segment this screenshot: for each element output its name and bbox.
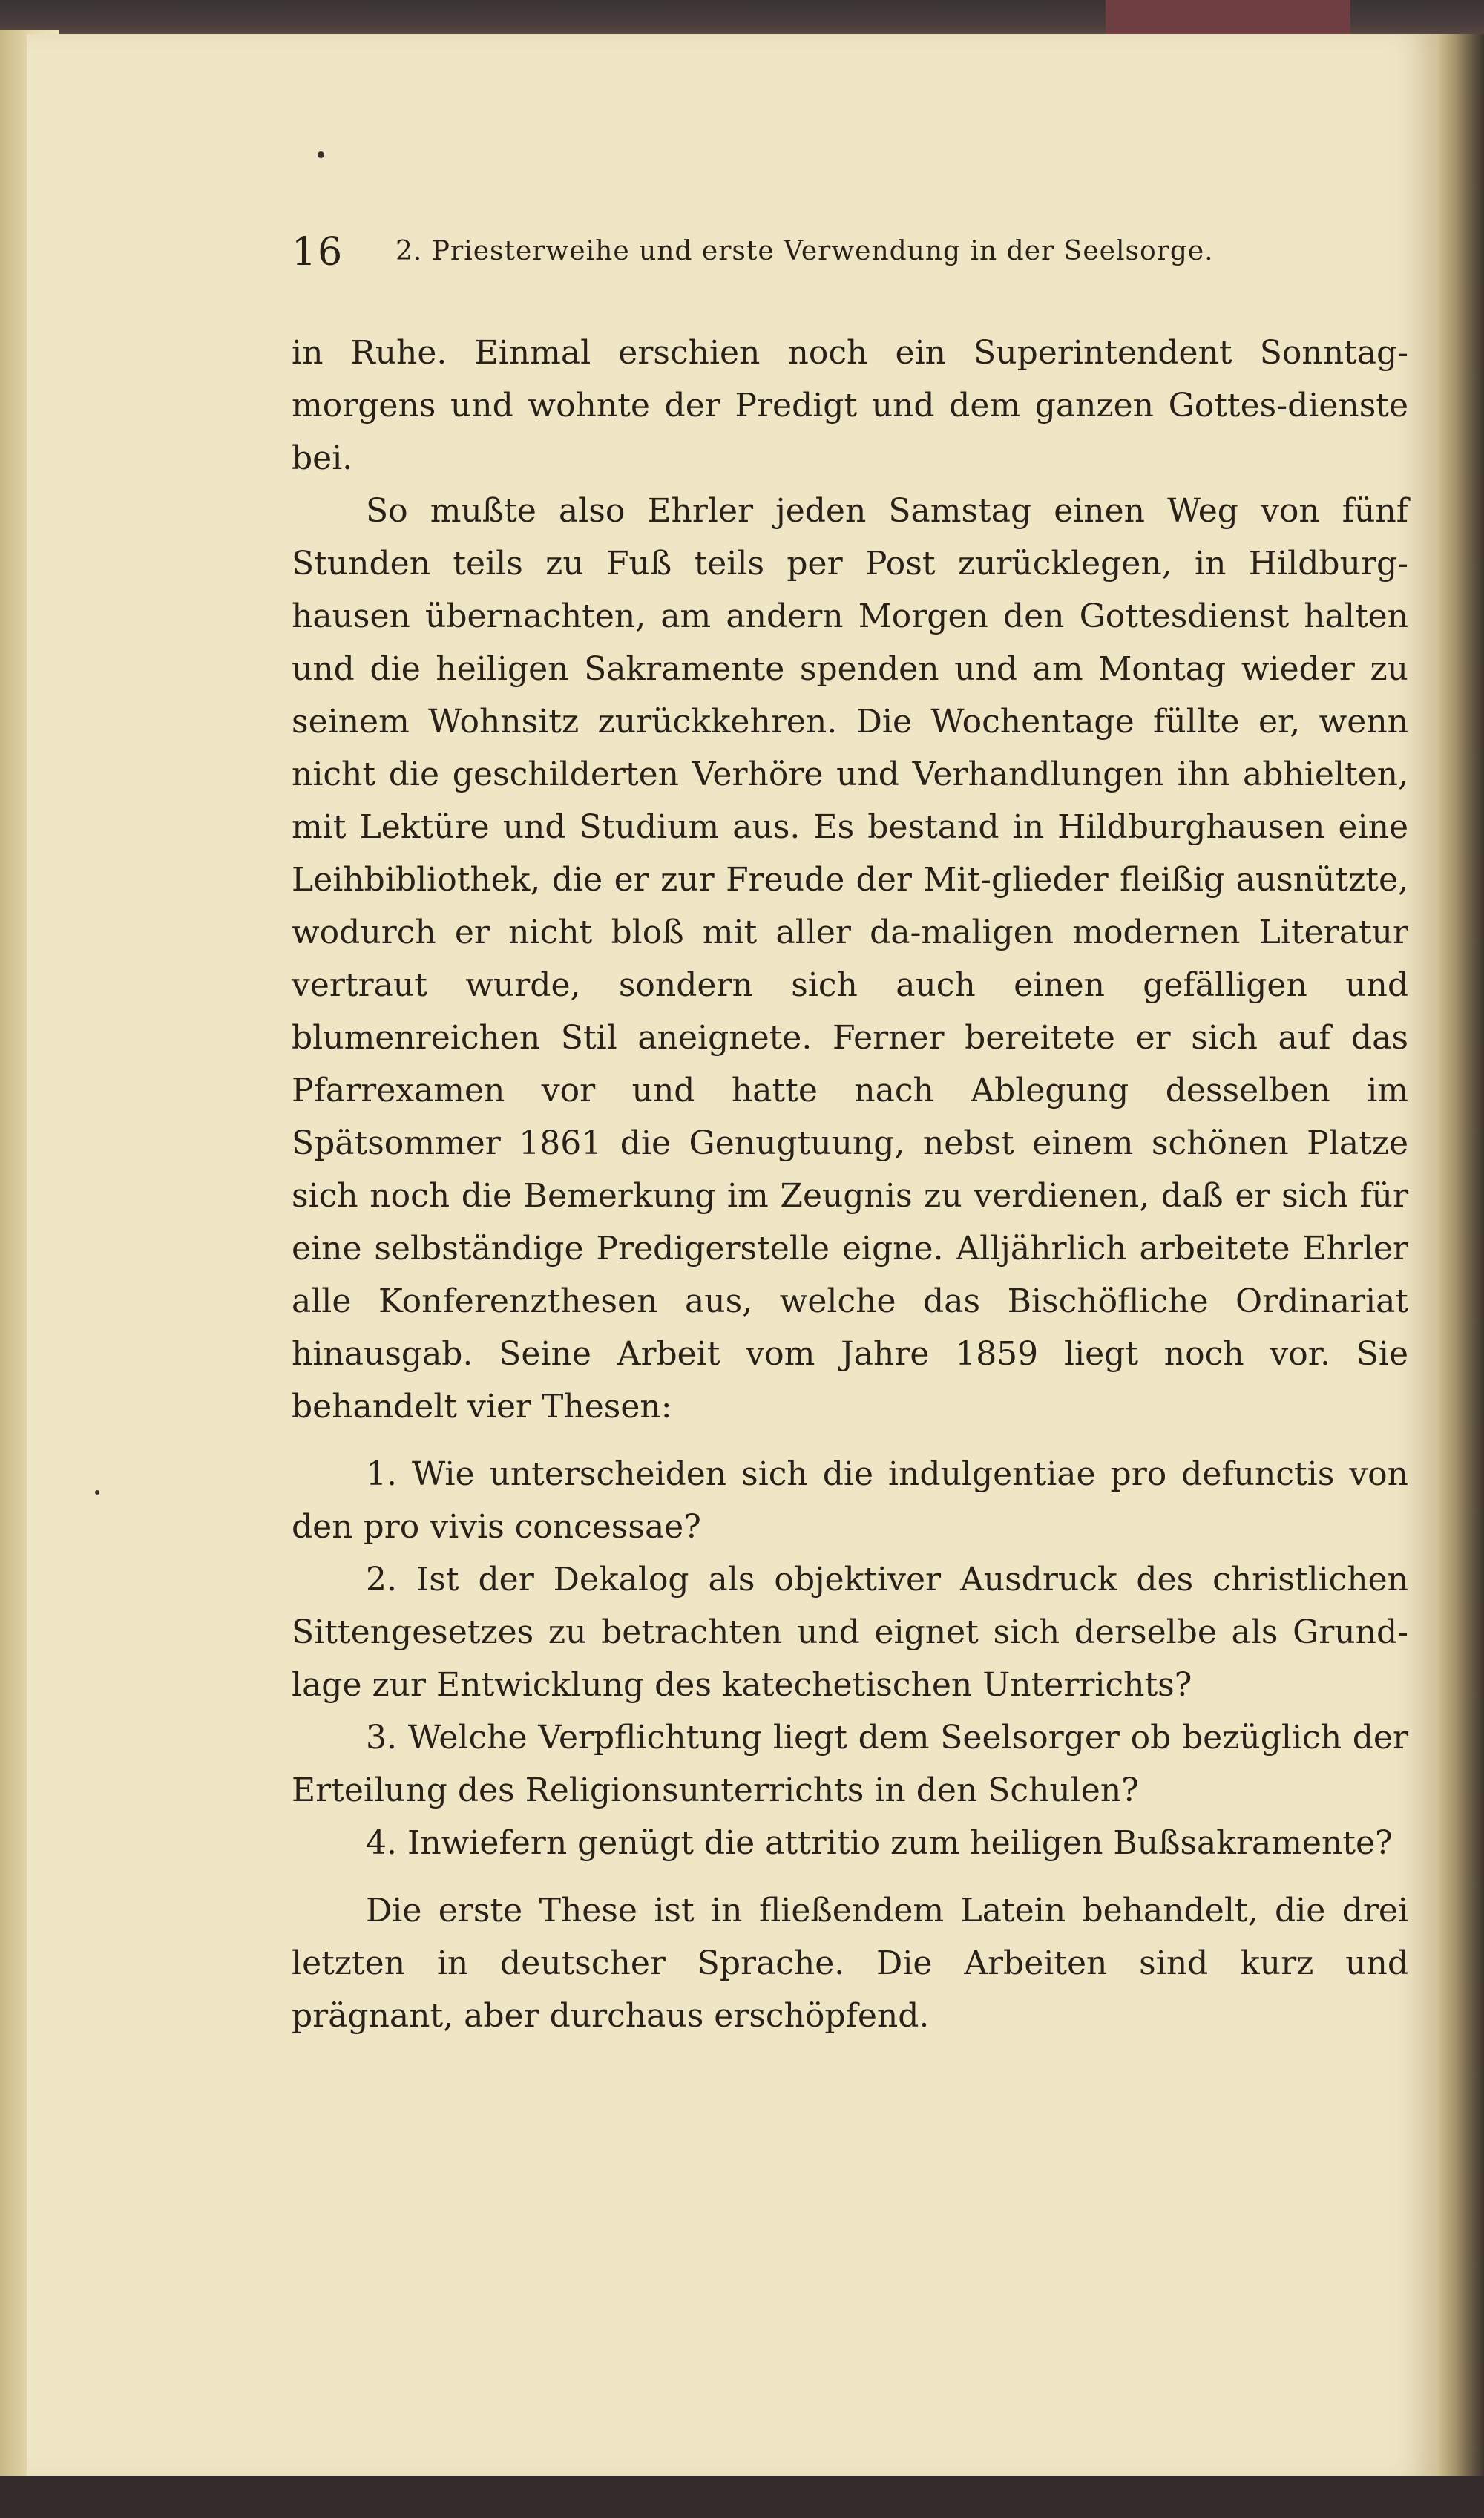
- thesis-item-1: 1. Wie unterscheiden sich die indulgentiae pro defunctis von den pro vivis concessae?: [292, 1455, 1408, 1546]
- ink-speck: [95, 1490, 99, 1495]
- thesis-list: [292, 1448, 1408, 1869]
- book-bottom-edge: [0, 2476, 1484, 2518]
- book-top-edge: [0, 0, 1484, 39]
- thesis-item-2: 2. Ist der Dekalog als objektiver Ausdruck des christlichen Sittengesetzes zu betrachten und eignet sich derselbe als Grund-lage zur Entwicklung des katechetischen Unterrichts?: [292, 1561, 1408, 1704]
- thesis-item-3: 3. Welche Verpflichtung liegt dem Seelsorger ob bezüglich der Erteilung des Religionsunterrichts in den Schulen?: [292, 1719, 1408, 1809]
- ink-speck: [318, 151, 324, 158]
- paragraph-2: So mußte also Ehrler jeden Samstag einen Weg von fünf Stunden teils zu Fuß teils per Post zurücklegen, in Hildburg-hausen übernachten, am andern Morgen den Gottesdienst halten und die heiligen Sakramente spenden und am Montag wieder zu seinem Wohnsitz zurückkehren. Die Wochentage füllte er, wenn nicht die geschilderten Verhöre und Verhandlungen ihn abhielten, mit Lektüre und Studium aus. Es bestand in Hildburghausen eine Leihbibliothek, die er zur Freude der Mit-glieder fleißig ausnützte, wodurch er nicht bloß mit aller da-maligen modernen Literatur vertraut wurde, sondern sich auch einen gefälligen und blumenreichen Stil aneignete. Ferner bereitete er sich auf das Pfarrexamen vor und hatte nach Ablegung desselben im Spätsommer 1861 die Genugtuung, nebst einem schönen Platze sich noch die Bemerkung im Zeugnis zu verdienen, daß er sich für eine selbständige Predigerstelle eigne. Alljährlich arbeitete Ehrler alle Konferenzthesen aus, welche das Bischöfliche Ordinariat hinausgab. Seine Arbeit vom Jahre 1859 liegt noch vor. Sie behandelt vier Thesen:: [292, 492, 1408, 1426]
- running-title: 2. Priesterweihe und erste Verwendung in der Seelsorge.: [395, 236, 1214, 266]
- closing-paragraph: Die erste These ist in fließendem Latein behandelt, die drei letzten in deutscher Sprache. Die Arbeiten sind kurz und prägnant, aber durchaus erschöpfend.: [292, 1892, 1408, 2035]
- page-number: 16: [292, 230, 344, 275]
- running-header: [292, 230, 1330, 289]
- body-text: [292, 327, 1408, 2042]
- thesis-item-4: 4. Inwiefern genügt die attritio zum heiligen Bußsakramente?: [366, 1824, 1393, 1862]
- page-right-edge: [1437, 34, 1484, 2476]
- cloth-background: [1106, 0, 1350, 39]
- paragraph-1: in Ruhe. Einmal erschien noch ein Superintendent Sonntag-morgens und wohnte der Predigt und dem ganzen Gottes-dienste bei.: [292, 334, 1408, 477]
